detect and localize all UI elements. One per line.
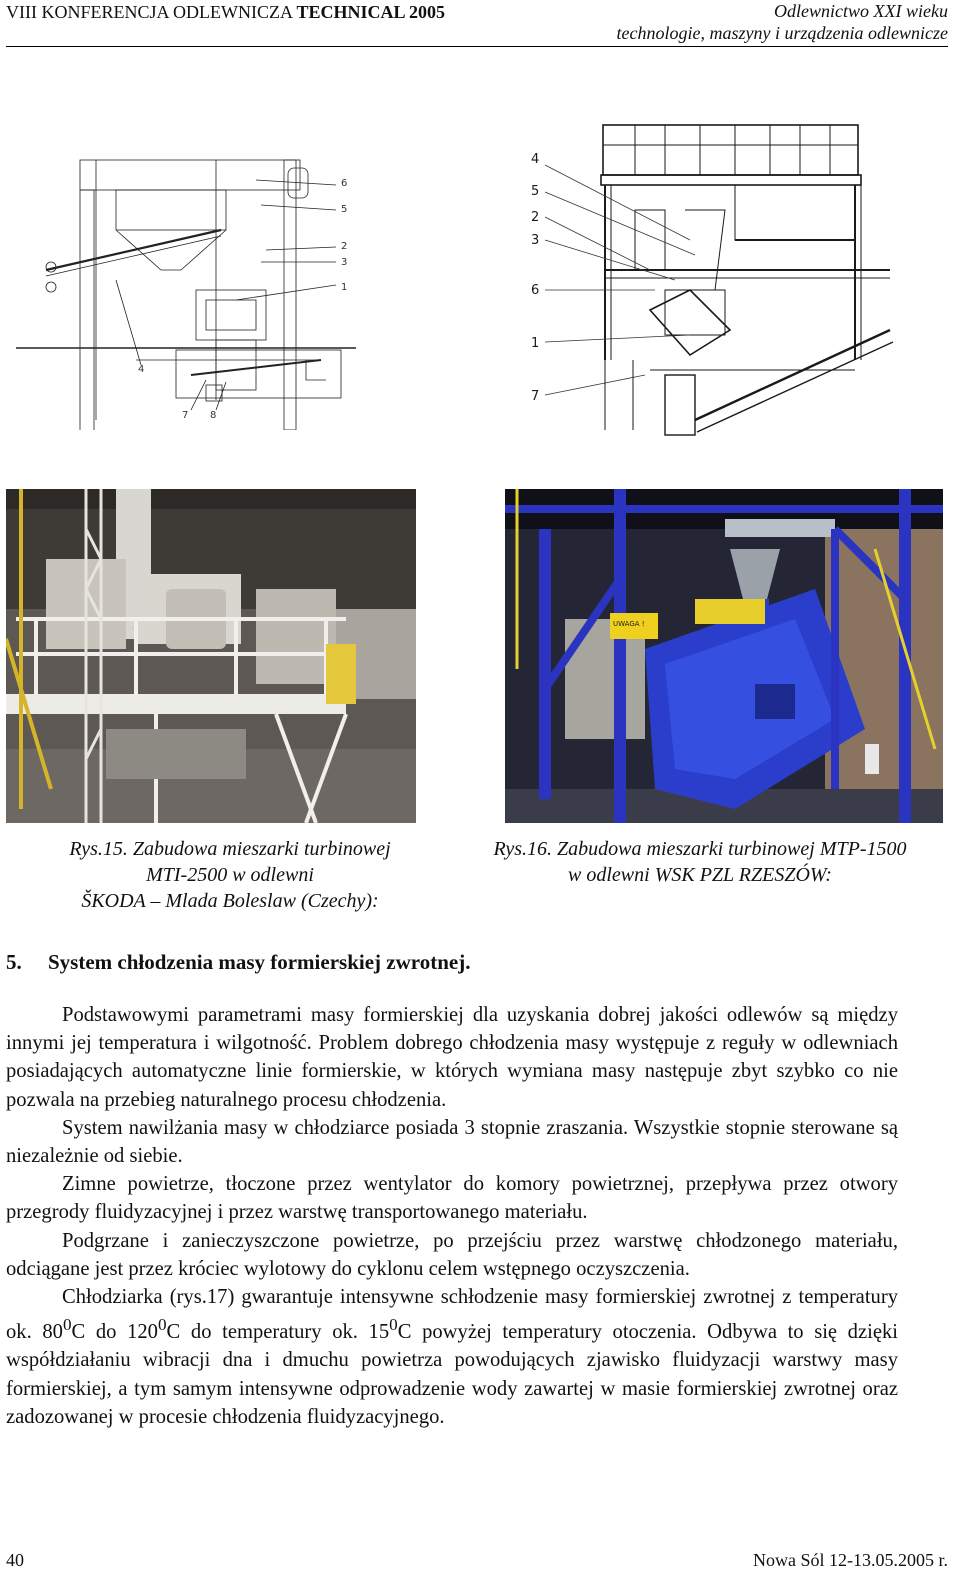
photo-mixer-wsk-rzeszow: [505, 489, 943, 823]
callout-label: 2: [341, 241, 348, 252]
callout-label: 2: [531, 210, 540, 225]
header-conference: VIII KONFERENCJA ODLEWNICZA: [6, 2, 297, 22]
footer-venue-date: Nowa Sól 12-13.05.2005 r.: [753, 1550, 948, 1570]
running-header-right: [617, 0, 948, 44]
paragraph: System nawilżania masy w chłodziarce posiada 3 stopnie zraszania. Wszystkie stopnie sterowane są niezależnie od siebie.: [6, 1116, 898, 1168]
header-series-subtitle: technologie, maszyny i urządzenia odlewnicze: [616, 23, 948, 43]
callout-label: 3: [341, 257, 348, 268]
paragraph-fragment: C do 120: [71, 1321, 158, 1344]
warning-sign-label: UWAGA !: [613, 620, 645, 628]
superscript: 0: [389, 1315, 398, 1335]
section-title: System chłodzenia masy formierskiej zwrotnej.: [48, 950, 471, 974]
callout-label: 6: [341, 178, 348, 189]
callout-label: 1: [531, 336, 540, 351]
paragraph: [6, 1283, 898, 1431]
callout-label: 8: [210, 410, 217, 421]
paragraph-fragment: Chłodziarka (rys.17) gwarantuje intensywne schłodzenie masy formierskiej zwrotnej z temperatury ok. 80: [6, 1286, 898, 1344]
header-series-title: Odlewnictwo XXI wieku: [774, 1, 948, 21]
section-heading: [6, 950, 470, 975]
callout-label: 7: [182, 410, 189, 421]
callout-label: 4: [531, 152, 540, 167]
technical-drawing-right: [525, 120, 900, 440]
header-conference-bold: TECHNICAL 2005: [296, 2, 446, 22]
technical-drawing-left: [16, 150, 356, 430]
callout-label: 6: [531, 283, 540, 298]
section-number: 5.: [6, 950, 22, 974]
callout-label: 5: [531, 184, 540, 199]
paragraph: Podstawowymi parametrami masy formierskiej dla uzyskania dobrej jakości odlewów są między innymi jej temperatura i wilgotność. Problem dobrego chłodzenia masy występuje z reguły w odlewniach posiadających automatyczne linie formierskie, w których wymiana masy następuje zbyt szybko co nie pozwala na przebieg naturalnego procesu chłodzenia.: [6, 1004, 898, 1111]
callout-label: 4: [138, 364, 145, 375]
paragraph-fragment: C do temperatury ok. 15: [166, 1321, 390, 1344]
photo-mixer-skoda: [6, 489, 416, 823]
superscript: 0: [62, 1315, 72, 1335]
caption-line: w odlewni WSK PZL RZESZÓW:: [568, 864, 832, 886]
callout-label: 7: [531, 389, 540, 404]
callout-label: 5: [341, 204, 348, 215]
paragraph: Podgrzane i zanieczyszczone powietrze, po przejściu przez warstwę chłodzonego materiału, odciągane jest przez króciec wylotowy do cyklonu celem wstępnego oczyszczenia.: [6, 1229, 898, 1280]
header-rule: [6, 46, 948, 47]
caption-line: ŠKODA – Mlada Boleslaw (Czechy):: [81, 890, 379, 912]
paragraph: Zimne powietrze, tłoczone przez wentylator do komory powietrznej, przepływa przez otwory przegrody fluidyzacyjnej i przez warstwę transportowanego materiału.: [6, 1173, 898, 1224]
callout-label: 1: [341, 282, 348, 293]
callout-label: 3: [531, 233, 540, 248]
page-number: 40: [6, 1550, 24, 1570]
superscript: 0: [157, 1315, 167, 1335]
figure-caption-15: [20, 836, 440, 914]
body-text: [6, 1001, 898, 1431]
caption-line: Rys.15. Zabudowa mieszarki turbinowej: [69, 838, 391, 860]
caption-line: Rys.16. Zabudowa mieszarki turbinowej MTP-1500: [493, 838, 907, 860]
paragraph-fragment: C powyżej temperatury otoczenia. Odbywa to się dzięki współdziałaniu wibracji dna i dmuchu powietrza powodujących zjawisko fluidyzacji warstwy masy formierskiej, a tym samym intensywne odprowadzenie wody zawartej w masie formierskiej zwrotnej oraz zadozowanej w procesie chłodzenia fluidyzacyjnego.: [6, 1321, 898, 1428]
caption-line: MTI-2500 w odlewni: [146, 864, 314, 886]
running-header-left: [6, 2, 445, 23]
figure-caption-16: [460, 836, 940, 888]
